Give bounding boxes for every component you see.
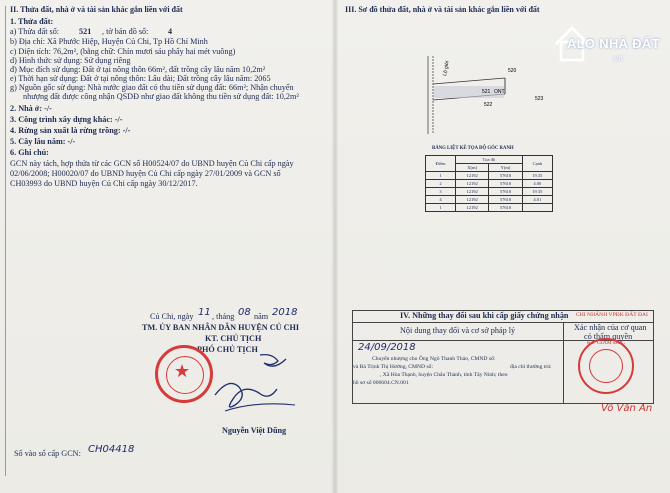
handwritten-signature <box>205 345 315 425</box>
plan-label-right: 523 <box>535 96 544 102</box>
sheet-number-value: 4 <box>168 27 173 36</box>
sub-5-trees: 5. Cây lâu năm: -/- <box>10 137 76 146</box>
date-year: 2018 <box>272 307 298 318</box>
lot-number-label: a) Thửa đất số: <box>10 27 60 36</box>
signature-title-2: KT. CHỦ TỊCH <box>205 334 262 343</box>
table-row: 3 12192 57610 19.35 <box>426 188 553 196</box>
note-line-1: GCN này tách, hợp thửa từ các GCN số H00524/07 do UBND huyện Củ Chi cấp ngày <box>10 159 294 168</box>
date-year-label: năm <box>254 312 269 321</box>
coord-header-edge: Cạnh <box>522 156 552 172</box>
lot-number-value: 521 <box>79 27 92 36</box>
plan-label-top: 520 <box>508 68 517 74</box>
sheet-number-label: , tờ bản đồ số: <box>102 27 149 36</box>
changes-col-confirm-2: có thẩm quyền <box>584 332 633 341</box>
coord-header-coord: Tọa độ <box>455 156 522 164</box>
plan-label-use: ONT <box>494 89 505 95</box>
area-line: c) Diện tích: 76,2m², (bằng chữ: Chín mươi sáu phẩy hai mét vuông) <box>10 47 236 56</box>
watermark-logo-sub: .vn <box>612 54 623 63</box>
table-row: 2 12192 57610 4.00 <box>426 180 553 188</box>
signature-title-1: TM. ỦY BAN NHÂN DÂN HUYỆN CỦ CHI <box>142 323 300 332</box>
right-signer: Võ Văn An <box>601 403 653 414</box>
coord-header-x: X(m) <box>455 164 488 172</box>
date-month: 08 <box>238 307 251 318</box>
address-line: b) Địa chỉ: Xã Phước Hiệp, Huyện Củ Chi, Tp Hồ Chí Minh <box>10 37 208 46</box>
date-place: Củ Chi, ngày <box>150 312 194 321</box>
registry-value: CH04418 <box>88 444 135 455</box>
note-line-3: CH03993 do UBND huyện Củ Chi cấp ngày 30/12/2017. <box>10 179 198 188</box>
registry-label: Số vào sổ cấp GCN: <box>14 449 81 458</box>
note-line-2: 02/06/2008; H00020/07 do UBND huyện Củ Chi cấp ngày 27/01/2009 và GCN số <box>10 169 281 178</box>
section-ii-title: II. Thửa đất, nhà ở và tài sản khác gắn liền với đất <box>10 5 183 14</box>
changes-col-content: Nội dung thay đổi và cơ sở pháp lý <box>400 326 516 335</box>
lot-sketch <box>420 56 550 136</box>
plan-label-lot: 521 <box>482 89 491 95</box>
office-name: CHI NHÁNH VPĐK ĐẤT ĐAI <box>576 312 648 318</box>
change-line-3: , Xã Hòa Thạnh, huyện Châu Thành, tỉnh Tây Ninh; theo <box>380 372 508 378</box>
page-fold <box>332 0 338 493</box>
usage-purpose-line: đ) Mục đích sử dụng: Đất ở tại nông thôn 66m², đất trồng cây lâu năm 10,2m² <box>10 65 266 74</box>
plan-label-bottom: 522 <box>484 102 493 108</box>
table-row: 1 12192 57610 19.35 <box>426 172 553 180</box>
table-row: 1 12192 57610 <box>426 204 553 212</box>
signer-name: Nguyễn Việt Dũng <box>222 426 287 435</box>
sub-4-forest: 4. Rừng sản xuất là rừng trồng: -/- <box>10 126 131 135</box>
official-seal-right <box>578 338 634 394</box>
sub-1-title: 1. Thửa đất: <box>10 17 54 26</box>
usage-form-line: d) Hình thức sử dụng: Sử dụng riêng <box>10 56 131 65</box>
left-margin-line <box>5 6 6 476</box>
coord-table <box>425 155 553 212</box>
signature-title-3: PHÓ CHỦ TỊCH <box>197 345 258 354</box>
origin-line-1: g) Nguồn gốc sử dụng: Nhà nước giao đất có thu tiền sử dụng đất: 66m²; Nhận chuyển <box>10 83 294 92</box>
coord-table-title: BẢNG LIỆT KÊ TỌA ĐỘ GÓC RANH <box>432 146 514 151</box>
sub-6-notes: 6. Ghi chú: <box>10 148 49 157</box>
road-label: Lộ giới <box>442 60 451 77</box>
coord-header-point: Điểm <box>426 156 456 172</box>
watermark-logo-text: ALO NHÀ ĐẤT <box>567 36 660 51</box>
change-line-2: và Bà Trịnh Thị Hường, CMND số: <box>353 364 434 370</box>
stamp-right-text: KT. GIÁM ĐỐC <box>587 340 625 346</box>
date-month-label: , tháng <box>212 312 235 321</box>
change-line-1: Chuyển nhượng cho Ông Ngô Thanh Thảo, CMND số: <box>372 356 496 362</box>
table-row: 4 12192 57610 4.01 <box>426 196 553 204</box>
section-iii-title: III. Sơ đồ thửa đất, nhà ở và tài sản khác gắn liền với đất <box>345 5 540 14</box>
official-seal-left: ★ <box>155 345 213 403</box>
change-line-2b: địa chỉ thường trú: <box>510 364 552 370</box>
changes-col-confirm-1: Xác nhận của cơ quan <box>574 323 647 332</box>
change-line-4: hồ sơ số 006604.CN.001 <box>353 380 409 386</box>
coord-header-y: Y(m) <box>489 164 522 172</box>
date-day: 11 <box>198 307 211 318</box>
section-iv-title: IV. Những thay đổi sau khi cấp giấy chứng nhận <box>400 311 569 320</box>
sub-3-works: 3. Công trình xây dựng khác: -/- <box>10 115 123 124</box>
usage-term-line: e) Thời hạn sử dụng: Đất ở tại nông thôn: Lâu dài; Đất trồng cây lâu năm: 2065 <box>10 74 271 83</box>
origin-line-2: nhượng đất được công nhận QSDĐ như giao đất không thu tiền sử dụng đất: 10,2m² <box>23 92 299 101</box>
sub-2-house: 2. Nhà ở: -/- <box>10 104 52 113</box>
change-date: 24/09/2018 <box>358 342 416 353</box>
